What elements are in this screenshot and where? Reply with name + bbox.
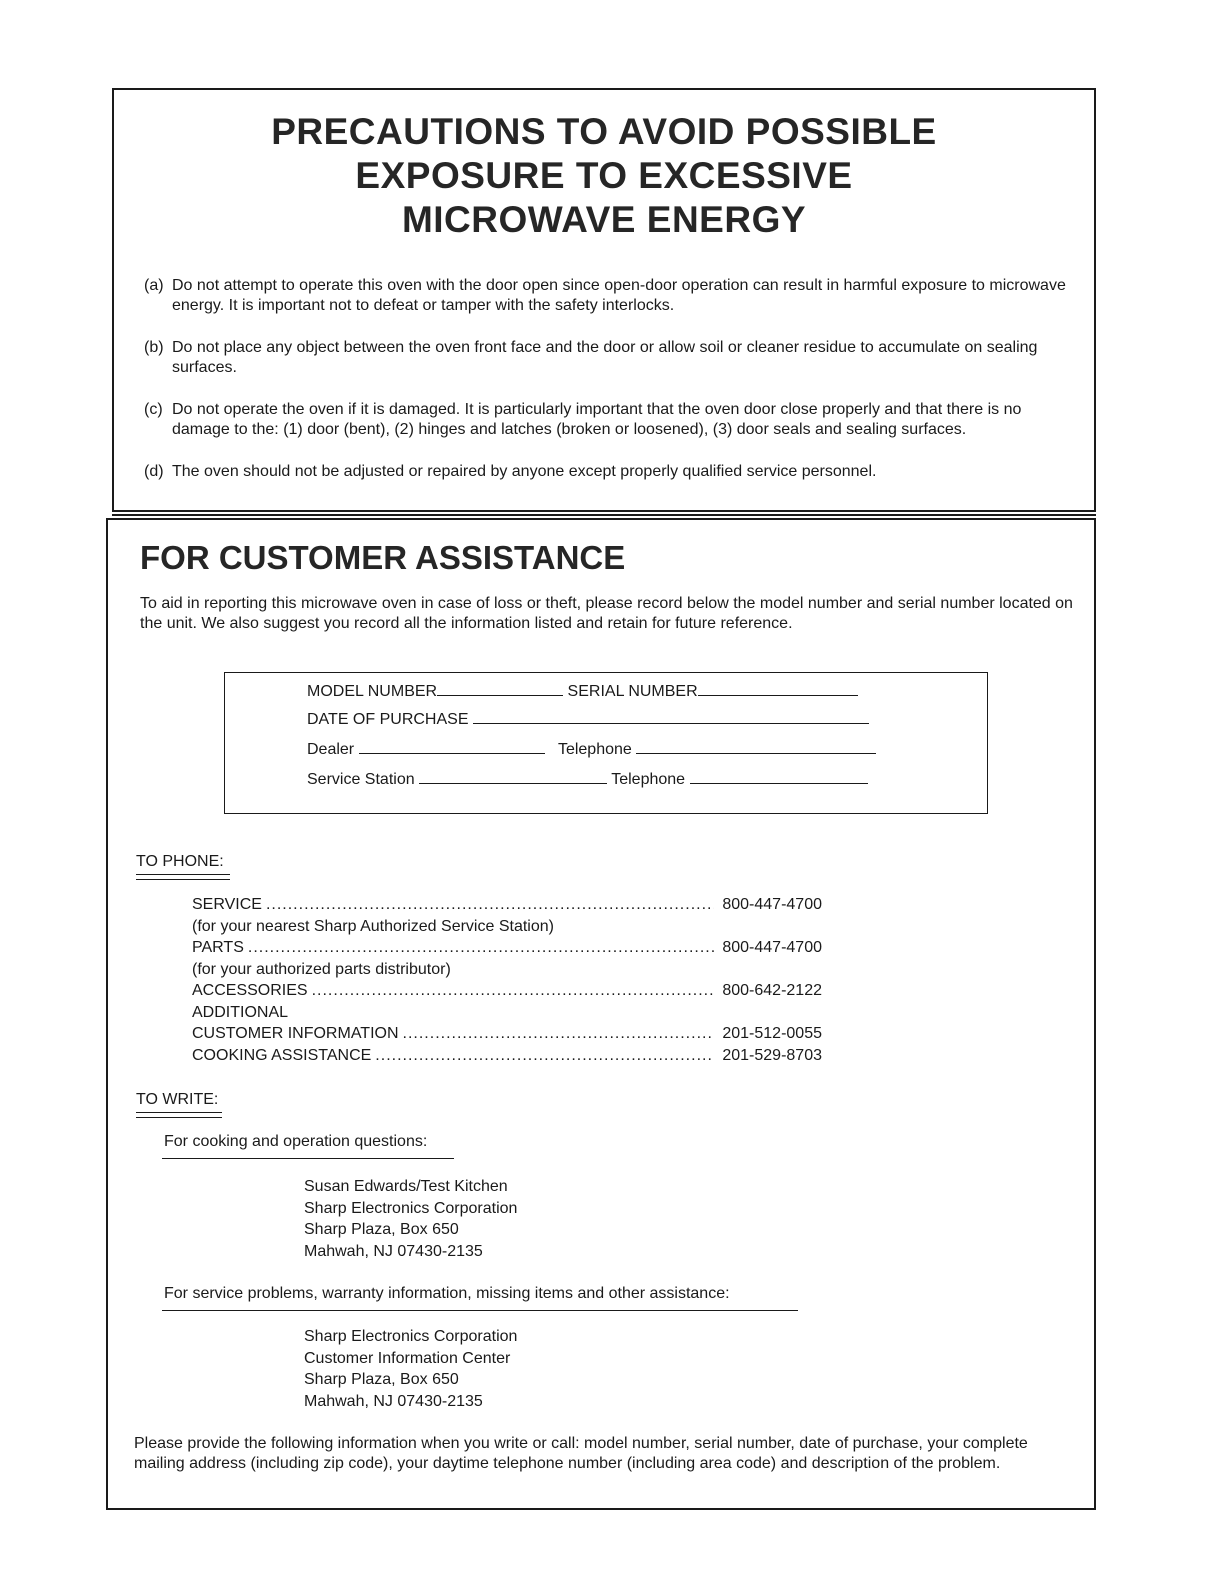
phone-row-parts bbox=[192, 937, 822, 959]
model-number-field[interactable] bbox=[437, 681, 563, 696]
parts-note: (for your authorized parts distributor) bbox=[192, 960, 451, 978]
dot-leader bbox=[375, 1045, 714, 1067]
record-row-dealer bbox=[307, 739, 876, 760]
service-station-telephone-field[interactable] bbox=[690, 769, 868, 784]
serial-number-label: SERIAL NUMBER bbox=[567, 683, 698, 700]
phone-row-accessories bbox=[192, 980, 822, 1002]
assistance-intro: To aid in reporting this microwave oven in case of loss or theft, please record below the model number and serial number located on the unit. We also suggest you record all the information listed and retain for future reference. bbox=[140, 595, 1073, 632]
address-line: Susan Edwards/Test Kitchen bbox=[304, 1178, 508, 1195]
address-line: Sharp Electronics Corporation bbox=[304, 1199, 518, 1217]
precaution-item bbox=[144, 462, 1070, 482]
accessories-label: ACCESSORIES bbox=[192, 982, 308, 999]
dealer-label: Dealer bbox=[307, 741, 355, 758]
dot-leader bbox=[312, 980, 715, 1002]
customer-info-label: CUSTOMER INFORMATION bbox=[192, 1025, 399, 1042]
dot-leader bbox=[403, 1023, 715, 1045]
cooking-questions-underline bbox=[162, 1158, 454, 1159]
record-form bbox=[224, 672, 988, 814]
address-line: Sharp Plaza, Box 650 bbox=[304, 1221, 459, 1238]
parts-number: 800-447-4700 bbox=[722, 939, 822, 956]
telephone-label: Telephone bbox=[557, 741, 632, 758]
record-row-model bbox=[307, 681, 858, 702]
precautions-title-line: PRECAUTIONS TO AVOID POSSIBLE bbox=[271, 111, 937, 152]
service-station-label: Service Station bbox=[307, 771, 415, 788]
precautions-box bbox=[112, 88, 1096, 512]
serial-number-field[interactable] bbox=[698, 681, 858, 696]
to-phone-underline bbox=[136, 874, 230, 880]
precaution-label: (d) bbox=[144, 463, 164, 480]
parts-label: PARTS bbox=[192, 939, 244, 956]
cooking-questions-heading: For cooking and operation questions: bbox=[164, 1133, 428, 1150]
footer-note: Please provide the following information when you write or call: model number, serial number, date of purchase, your complete mailing address (including zip code), your daytime telephone number (including area code) and description of the problem. bbox=[134, 1435, 1028, 1472]
precaution-text: Do not operate the oven if it is damaged. It is particularly important that the oven door close properly and that there is no damage to the: (1) door (bent), (2) hinges and latches (broken or loosened), (3) door seals and sealing surfaces. bbox=[172, 401, 1022, 438]
record-row-date bbox=[307, 709, 869, 730]
cooking-number: 201-529-8703 bbox=[722, 1046, 822, 1064]
telephone-label: Telephone bbox=[611, 771, 686, 788]
address-line: Customer Information Center bbox=[304, 1349, 511, 1367]
to-write-heading: TO WRITE: bbox=[136, 1091, 219, 1108]
address-line: Sharp Plaza, Box 650 bbox=[304, 1371, 459, 1388]
to-write-underline bbox=[136, 1112, 222, 1118]
assistance-title: FOR CUSTOMER ASSISTANCE bbox=[140, 539, 626, 576]
to-phone-heading: TO PHONE: bbox=[136, 853, 224, 870]
address-line: Sharp Electronics Corporation bbox=[304, 1328, 518, 1345]
precaution-item bbox=[144, 400, 1070, 440]
precaution-text: The oven should not be adjusted or repaired by anyone except properly qualified service personnel. bbox=[172, 463, 877, 480]
phone-row-service bbox=[192, 894, 822, 916]
service-problems-heading: For service problems, warranty information, missing items and other assistance: bbox=[164, 1285, 730, 1302]
precaution-text: Do not attempt to operate this oven with the door open since open-door operation can result in harmful exposure to microwave energy. It is important not to defeat or tamper with the safety interlocks. bbox=[172, 277, 1066, 314]
date-of-purchase-label: DATE OF PURCHASE bbox=[307, 711, 469, 728]
additional-label: ADDITIONAL bbox=[192, 1003, 289, 1021]
dot-leader bbox=[248, 937, 714, 959]
precaution-label: (b) bbox=[144, 339, 164, 356]
record-row-service-station bbox=[307, 769, 868, 790]
service-number: 800-447-4700 bbox=[722, 896, 822, 913]
cooking-label: COOKING ASSISTANCE bbox=[192, 1046, 372, 1064]
customer-assistance-box bbox=[106, 518, 1096, 1510]
dealer-field[interactable] bbox=[359, 739, 545, 754]
precaution-label: (a) bbox=[144, 277, 164, 294]
precautions-title bbox=[114, 110, 1094, 242]
phone-row-customer-info bbox=[192, 1023, 822, 1045]
service-problems-underline bbox=[162, 1310, 798, 1311]
model-number-label: MODEL NUMBER bbox=[307, 683, 438, 700]
phone-row-cooking bbox=[192, 1045, 822, 1067]
cooking-address bbox=[304, 1176, 517, 1262]
address-line: Mahwah, NJ 07430-2135 bbox=[304, 1392, 483, 1410]
precautions-title-line: MICROWAVE ENERGY bbox=[401, 199, 807, 240]
precaution-text: Do not place any object between the oven front face and the door or allow soil or cleaner residue to accumulate on sealing surfaces. bbox=[172, 339, 1038, 376]
precaution-item bbox=[144, 276, 1070, 316]
customer-info-number: 201-512-0055 bbox=[722, 1025, 822, 1042]
precautions-title-line: EXPOSURE TO EXCESSIVE bbox=[355, 155, 853, 196]
precautions-list bbox=[144, 276, 1070, 504]
dealer-telephone-field[interactable] bbox=[636, 739, 876, 754]
service-address bbox=[304, 1326, 517, 1412]
precaution-item bbox=[144, 338, 1070, 378]
phone-list bbox=[192, 894, 822, 1066]
precaution-label: (c) bbox=[144, 401, 163, 418]
service-label: SERVICE bbox=[192, 896, 262, 913]
service-note: (for your nearest Sharp Authorized Service Station) bbox=[192, 917, 554, 935]
date-of-purchase-field[interactable] bbox=[473, 709, 869, 724]
service-station-field[interactable] bbox=[419, 769, 607, 784]
address-line: Mahwah, NJ 07430-2135 bbox=[304, 1242, 483, 1260]
dot-leader bbox=[266, 894, 714, 916]
accessories-number: 800-642-2122 bbox=[722, 982, 822, 999]
